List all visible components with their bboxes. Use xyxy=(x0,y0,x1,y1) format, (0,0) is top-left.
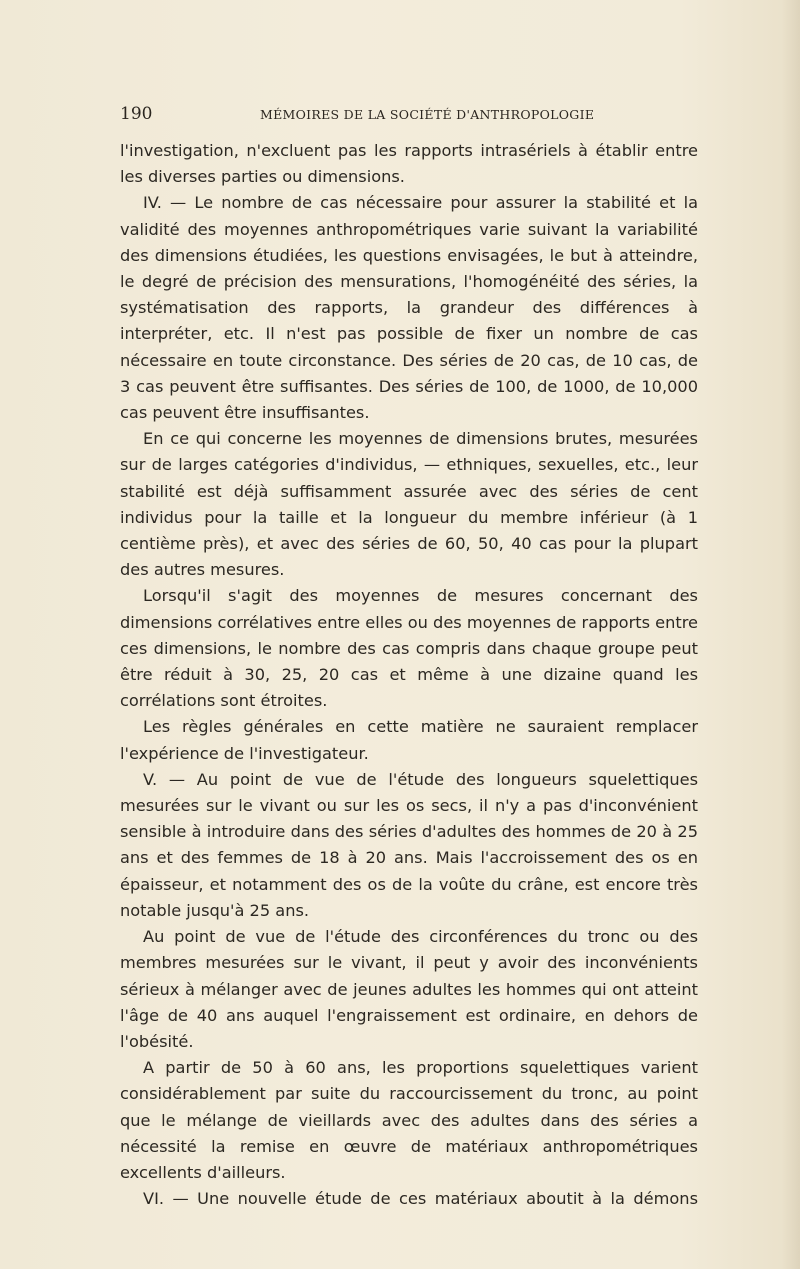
page-header xyxy=(120,104,698,128)
page-number: 190 xyxy=(120,104,153,124)
paragraph-age-50-60: A partir de 50 à 60 ans, les proportions squelettiques varient considérablement par suite du raccourcissement du tronc, au point que le mélange de vieillards avec des adultes dans des séries a nécessité la remise en œuvre de matériaux anthropométriques excellents d'ailleurs. xyxy=(120,1058,698,1182)
paragraph-raw-dimensions: En ce qui concerne les moyennes de dimensions brutes, mesurées sur de larges catégories d'individus, — ethniques, sexuelles, etc., leur stabilité est déjà suffisamment assurée avec des séries de cent individus pour la taille et la longueur du membre inférieur (à 1 centième près), et avec des séries de 60, 50, 40 cas pour la plupart des autres mesures. xyxy=(120,429,698,580)
page-edge-shadow xyxy=(782,0,800,1269)
paragraph-section-iv: IV. — Le nombre de cas nécessaire pour assurer la stabilité et la validité des moyennes anthropométriques varie suivant la variabilité des dimensions étudiées, les questions envisagées, le but à atteindre, le degré de précision des mensurations, l'homogénéité des séries, la systématisation des rapports, la grandeur des différences à interpréter, etc. Il n'est pas possible de fixer un nombre de cas nécessaire en toute circonstance. Des séries de 20 cas, de 10 cas, de 3 cas peuvent être suffisantes. Des séries de 100, de 1000, de 10,000 cas peuvent être insuffisantes. xyxy=(120,193,698,423)
paragraph-correlative-dimensions: Lorsqu'il s'agit des moyennes de mesures concernant des dimensions corrélatives entre elles ou des moyennes de rapports entre ces dimensions, le nombre des cas compris dans chaque groupe peut être réduit à 30, 25, 20 cas et même à une dizaine quand les corrélations sont étroites. xyxy=(120,586,698,711)
paragraph-circumferences: Au point de vue de l'étude des circonférences du tronc ou des membres mesurées sur le vivant, il peut y avoir des inconvénients sérieux à mélanger avec de jeunes adultes les hommes qui ont atteint l'âge de 40 ans auquel l'engraissement est ordinaire, en dehors de l'obésité. xyxy=(120,927,698,1051)
paragraph-section-v: V. — Au point de vue de l'étude des longueurs squelettiques mesurées sur le vivant ou sur les os secs, il n'y a pas d'inconvénient sensible à introduire dans des séries d'adultes des hommes de 20 à 25 ans et des femmes de 18 à 20 ans. Mais l'accroissement des os en épaisseur, et notamment des os de la voûte du crâne, est encore très notable jusqu'à 25 ans. xyxy=(120,769,698,920)
paragraph-general-rules: Les règles générales en cette matière ne sauraient remplacer l'expérience de l'investigateur. xyxy=(120,717,698,763)
paragraph-continuation: l'investigation, n'excluent pas les rapports intrasériels à établir entre les diverses parties ou dimensions. xyxy=(120,141,698,187)
body-text xyxy=(120,138,698,1212)
running-title: MÉMOIRES DE LA SOCIÉTÉ D'ANTHROPOLOGIE xyxy=(260,107,595,122)
paragraph-section-vi: VI. — Une nouvelle étude de ces matériaux aboutit à la démons xyxy=(143,1189,698,1209)
